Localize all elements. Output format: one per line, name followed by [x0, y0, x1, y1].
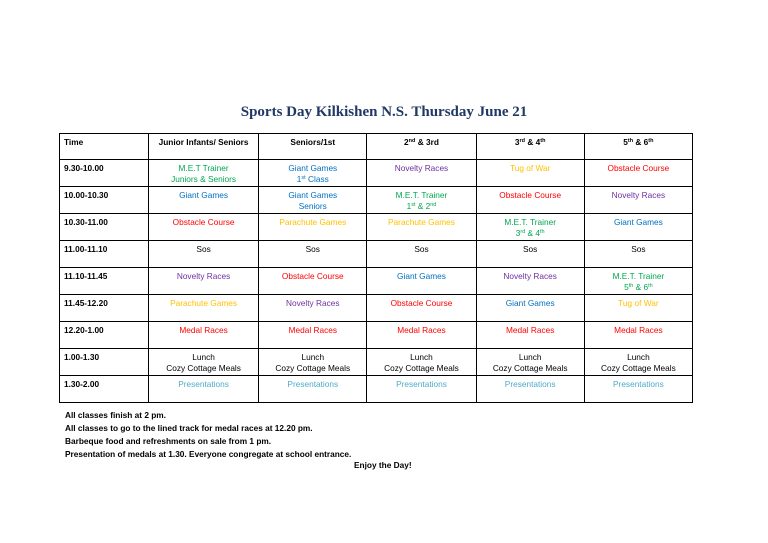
activity-line: Giant Games	[397, 271, 446, 281]
note-presentation: Presentation of medals at 1.30. Everyone congregate at school entrance.	[65, 449, 352, 459]
activity-line: 5th & 6th	[624, 282, 653, 292]
activity-line: Parachute Games	[279, 217, 347, 227]
time-slot: 1.30-2.00	[60, 376, 149, 403]
activity-cell	[259, 376, 367, 403]
activity-line: M.E.T. Trainer	[504, 217, 556, 227]
schedule-row	[60, 214, 693, 241]
activity-line: Novelty Races	[611, 190, 666, 200]
schedule-row	[60, 268, 693, 295]
activity-line: Novelty Races	[503, 271, 557, 281]
activity-line: 1st & 2nd	[406, 201, 437, 211]
activity-cell	[584, 349, 692, 376]
activity-cell	[148, 349, 258, 376]
activity-line: Lunch	[192, 352, 215, 362]
notes-block	[65, 409, 351, 461]
activity-cell	[148, 160, 258, 187]
activity-line: Parachute Games	[170, 298, 238, 308]
activity-cell	[148, 241, 258, 268]
activity-cell	[367, 268, 476, 295]
schedule-row	[60, 376, 693, 403]
activity-line: Cozy Cottage Meals	[384, 363, 459, 373]
activity-cell	[367, 376, 476, 403]
activity-cell	[584, 187, 692, 214]
activity-line: Lunch	[518, 352, 542, 362]
activity-line: Cozy Cottage Meals	[601, 363, 676, 373]
activity-line: M.E.T. Trainer	[395, 190, 448, 200]
schedule-row	[60, 241, 693, 268]
activity-cell	[367, 241, 476, 268]
time-slot: 10.00-10.30	[60, 187, 149, 214]
activity-cell	[584, 322, 692, 349]
activity-cell	[367, 295, 476, 322]
activity-line: Novelty Races	[394, 163, 449, 173]
header-5th-6th: 5th & 6th	[584, 134, 692, 160]
activity-cell	[259, 160, 367, 187]
activity-line: Cozy Cottage Meals	[166, 363, 241, 373]
activity-cell	[148, 322, 258, 349]
time-slot: 11.45-12.20	[60, 295, 149, 322]
activity-line: Presentations	[178, 379, 229, 389]
header-seniors-1st: Seniors/1st	[259, 134, 367, 160]
activity-cell	[476, 322, 584, 349]
activity-cell	[367, 214, 476, 241]
activity-line: Sos	[196, 244, 211, 254]
activity-cell	[259, 268, 367, 295]
time-slot: 10.30-11.00	[60, 214, 149, 241]
activity-cell	[367, 187, 476, 214]
schedule-row	[60, 349, 693, 376]
schedule-row	[60, 322, 693, 349]
activity-cell	[148, 295, 258, 322]
schedule-table	[59, 133, 693, 403]
activity-line: Giant Games	[613, 217, 663, 227]
activity-line: M.E.T. Trainer	[612, 271, 665, 281]
activity-cell	[148, 187, 258, 214]
activity-line: Tug of War	[618, 298, 659, 308]
time-slot: 11.00-11.10	[60, 241, 149, 268]
activity-line: Novelty Races	[286, 298, 340, 308]
activity-line: Lunch	[301, 352, 325, 362]
activity-cell	[476, 187, 584, 214]
activity-cell	[148, 214, 258, 241]
time-slot: 9.30-10.00	[60, 160, 149, 187]
activity-line: Obstacle Course	[172, 217, 235, 227]
closing-message: Enjoy the Day!	[354, 460, 412, 470]
activity-line: Sos	[523, 244, 538, 254]
activity-line: Lunch	[627, 352, 650, 362]
activity-line: Novelty Races	[176, 271, 231, 281]
time-slot: 12.20-1.00	[60, 322, 149, 349]
activity-line: Sos	[414, 244, 429, 254]
activity-cell	[584, 160, 692, 187]
page-title: Sports Day Kilkishen N.S. Thursday June 21	[240, 104, 528, 120]
activity-cell	[259, 241, 367, 268]
activity-line: Medal Races	[614, 325, 663, 335]
activity-line: Giant Games	[288, 190, 338, 200]
activity-cell	[259, 295, 367, 322]
activity-line: Obstacle Course	[607, 163, 670, 173]
activity-cell	[584, 214, 692, 241]
activity-cell	[476, 268, 584, 295]
activity-cell	[476, 160, 584, 187]
activity-line: Presentations	[504, 379, 556, 389]
note-finish-time: All classes finish at 2 pm.	[65, 410, 166, 420]
activity-cell	[259, 214, 367, 241]
activity-line: Presentations	[287, 379, 339, 389]
activity-line: Parachute Games	[388, 217, 455, 227]
schedule-body	[60, 134, 693, 403]
activity-line: Giant Games	[179, 190, 229, 200]
activity-line: Cozy Cottage Meals	[275, 363, 351, 373]
activity-line: Seniors	[298, 201, 327, 211]
activity-cell	[584, 241, 692, 268]
activity-cell	[476, 295, 584, 322]
activity-line: 1st Class	[296, 174, 329, 184]
activity-line: Medal Races	[505, 325, 555, 335]
activity-line: Juniors & Seniors	[171, 174, 237, 184]
header-junior-infants-seniors: Junior Infants/ Seniors	[148, 134, 258, 160]
activity-line: Medal Races	[179, 325, 228, 335]
activity-line: 3rd & 4th	[515, 228, 545, 238]
activity-line: Sos	[631, 244, 646, 254]
activity-cell	[259, 349, 367, 376]
schedule-row	[60, 160, 693, 187]
activity-line: Tug of War	[509, 163, 551, 173]
activity-line: Giant Games	[505, 298, 555, 308]
activity-line: Lunch	[410, 352, 433, 362]
activity-cell	[259, 322, 367, 349]
activity-cell	[584, 268, 692, 295]
activity-line: Medal Races	[288, 325, 337, 335]
header-time: Time	[60, 134, 149, 160]
activity-cell	[367, 349, 476, 376]
header-3rd-4th: 3rd & 4th	[476, 134, 584, 160]
header-row	[60, 134, 693, 160]
activity-line: Presentations	[613, 379, 664, 389]
activity-cell	[584, 376, 692, 403]
activity-cell	[476, 214, 584, 241]
activity-line: Presentations	[396, 379, 447, 389]
activity-line: Medal Races	[397, 325, 446, 335]
activity-cell	[367, 322, 476, 349]
header-2nd-3rd: 2nd & 3rd	[367, 134, 476, 160]
activity-cell	[476, 241, 584, 268]
activity-line: Obstacle Course	[390, 298, 453, 308]
time-slot: 1.00-1.30	[60, 349, 149, 376]
activity-line: Obstacle Course	[281, 271, 344, 281]
activity-cell	[148, 376, 258, 403]
note-medal-races: All classes to go to the lined track for medal races at 12.20 pm.	[65, 423, 313, 433]
activity-cell	[148, 268, 258, 295]
activity-cell	[476, 376, 584, 403]
activity-line: Giant Games	[288, 163, 338, 173]
time-slot: 11.10-11.45	[60, 268, 149, 295]
note-barbeque: Barbeque food and refreshments on sale from 1 pm.	[65, 436, 272, 446]
activity-line: M.E.T Trainer	[178, 163, 229, 173]
activity-cell	[476, 349, 584, 376]
activity-cell	[259, 187, 367, 214]
activity-line: Obstacle Course	[499, 190, 562, 200]
schedule-row	[60, 295, 693, 322]
activity-cell	[367, 160, 476, 187]
activity-cell	[584, 295, 692, 322]
activity-line: Cozy Cottage Meals	[492, 363, 568, 373]
schedule-row	[60, 187, 693, 214]
activity-line: Sos	[305, 244, 320, 254]
